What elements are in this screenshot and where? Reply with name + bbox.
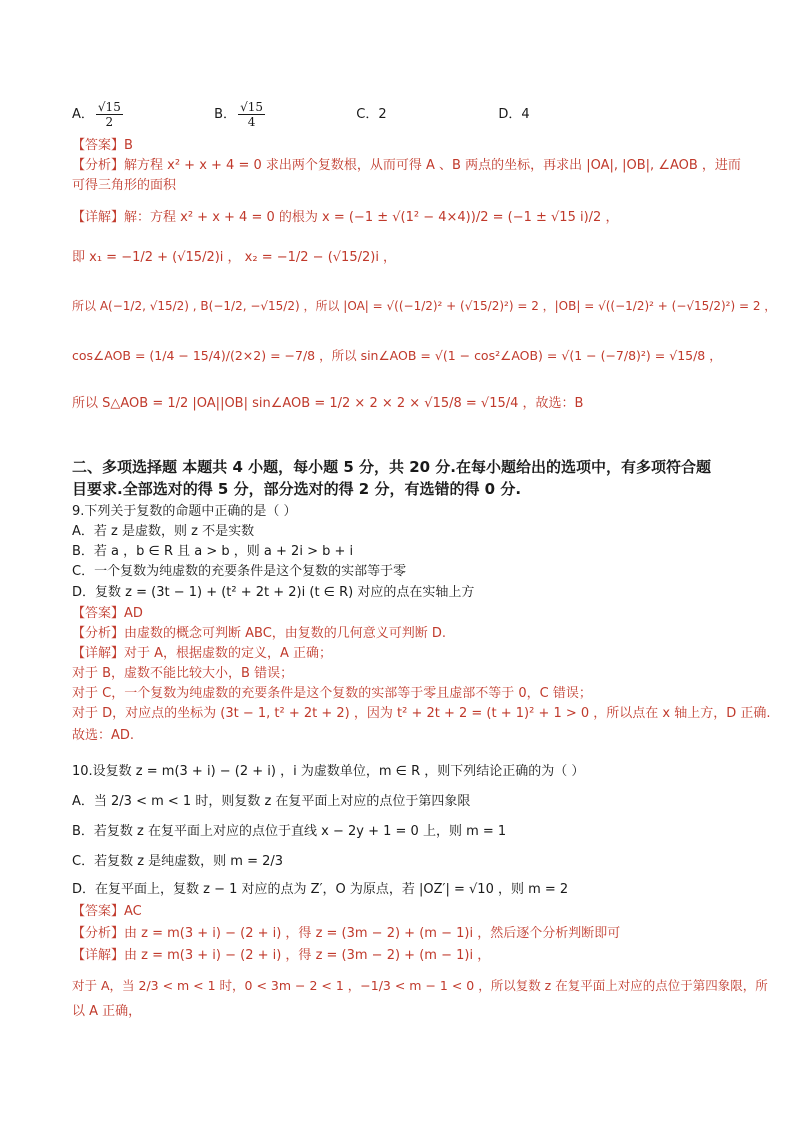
q9-stem: 9.下列关于复数的命题中正确的是（ ） [72,504,297,519]
section-2-heading: 二、多项选择题 本题共 4 小题，每小题 5 分，共 20 分.在每小题给出的选项中，有多项符合题目要求.全部选对的得 5 分，部分选对的得 2 分，有选错的得 0 分. [72,458,712,498]
q9-option-a: A．若 z 是虚数，则 z 不是实数 [72,524,255,539]
q9-option-d: D．复数 z = (3t − 1) + (t² + 2t + 2)i (t ∈ R) 对应的点在实轴上方 [72,585,475,600]
q10-option-d: D．在复平面上，复数 z − 1 对应的点为 Z′，O 为原点，若 |OZ′| = √10 ，则 m = 2 [72,882,569,897]
q9-detail-4: 对于 D，对应点的坐标为 (3t − 1, t² + 2t + 2) ，因为 t² + 2t + 2 = (t + 1)² + 1 > 0 ，所以点在 x 轴上方，D 正确. [72,706,771,721]
q9-detail-3: 对于 C，一个复数为纯虚数的充要条件是这个复数的实部等于零且虚部不等于 0，C 错误； [72,686,592,701]
q8-option-a-fraction: $\frac{√15}{2}$ [97,100,121,129]
q10-detail-2: 对于 A，当 2/3 < m < 1 时，0 < 3m − 2 < 1 ，−1/3 < m − 1 < 0 ，所以复数 z 在复平面上对应的点位于第四象限，所 [72,978,768,993]
q8-analysis: 【分析】解方程 x² + x + 4 = 0 求出两个复数根，从而可得 A 、B 两点的坐标，再求出 |OA|, |OB|, ∠AOB ，进而 [72,158,741,173]
q10-detail-3: 以 A 正确， [72,1004,142,1019]
q8-option-b [214,100,352,129]
q8-option-a-label: A． [72,107,94,122]
q10-option-c: C．若复数 z 是纯虚数，则 m = 2/3 [72,854,284,869]
q8-detail-5: 所以 S△AOB = 1/2 |OA||OB| sin∠AOB = 1/2 × 2 × 2 × √15/8 = √15/4 ，故选：B [72,396,584,411]
q8-option-a [72,100,210,129]
q10-answer: 【答案】AC [72,904,142,919]
q8-detail-2: 即 x₁ = −1/2 + (√15/2)i ， x₂ = −1/2 − (√15/2)i ， [72,250,397,265]
q9-option-c: C．一个复数为纯虚数的充要条件是这个复数的实部等于零 [72,564,407,579]
q8-answer: 【答案】B [72,138,133,153]
q8-option-b-label: B． [214,107,237,122]
q9-answer: 【答案】AD [72,606,143,621]
q8-analysis-cont: 可得三角形的面积 [72,178,177,193]
q9-detail-2: 对于 B，虚数不能比较大小，B 错误； [72,666,294,681]
q10-detail-1: 【详解】由 z = m(3 + i) − (2 + i) ，得 z = (3m − 2) + (m − 1)i ， [72,948,491,963]
q10-option-a: A．当 2/3 < m < 1 时，则复数 z 在复平面上对应的点位于第四象限 [72,794,471,809]
q8-detail-3: 所以 A(−1/2, √15/2) , B(−1/2, −√15/2) ，所以 |OA| = √((−1/2)² + (√15/2)²) = 2 ，|OB| = √((−1/2)² + (−√15/2)²) = 2 ， [72,299,777,313]
q10-stem: 10.设复数 z = m(3 + i) − (2 + i) ，i 为虚数单位，m ∈ R ，则下列结论正确的为（ ） [72,764,585,779]
q9-analysis: 【分析】由虚数的概念可判断 ABC，由复数的几何意义可判断 D. [72,626,447,641]
q10-option-b: B．若复数 z 在复平面上对应的点位于直线 x − 2y + 1 = 0 上，则 m = 1 [72,824,507,839]
q8-option-b-fraction: $\frac{√15}{4}$ [240,100,263,129]
q10-analysis: 【分析】由 z = m(3 + i) − (2 + i) ，得 z = (3m − 2) + (m − 1)i ，然后逐个分析判断即可 [72,926,621,941]
q9-detail-1: 【详解】对于 A，根据虚数的定义，A 正确； [72,646,333,661]
q9-option-b: B．若 a ，b ∈ R 且 a > b ，则 a + 2i > b + i [72,544,354,559]
q8-option-c: C．2 [356,107,387,122]
q9-detail-5: 故选：AD. [72,728,135,743]
q8-detail-1: 【详解】解：方程 x² + x + 4 = 0 的根为 x = (−1 ± √(1² − 4×4))/2 = (−1 ± √15 i)/2 ， [72,210,619,225]
q8-option-d: D．4 [498,107,530,122]
q8-options [72,100,724,129]
q8-detail-4: cos∠AOB = (1/4 − 15/4)/(2×2) = −7/8 ，所以 sin∠AOB = √(1 − cos²∠AOB) = √(1 − (−7/8)²) = √15/8 ， [72,348,722,363]
